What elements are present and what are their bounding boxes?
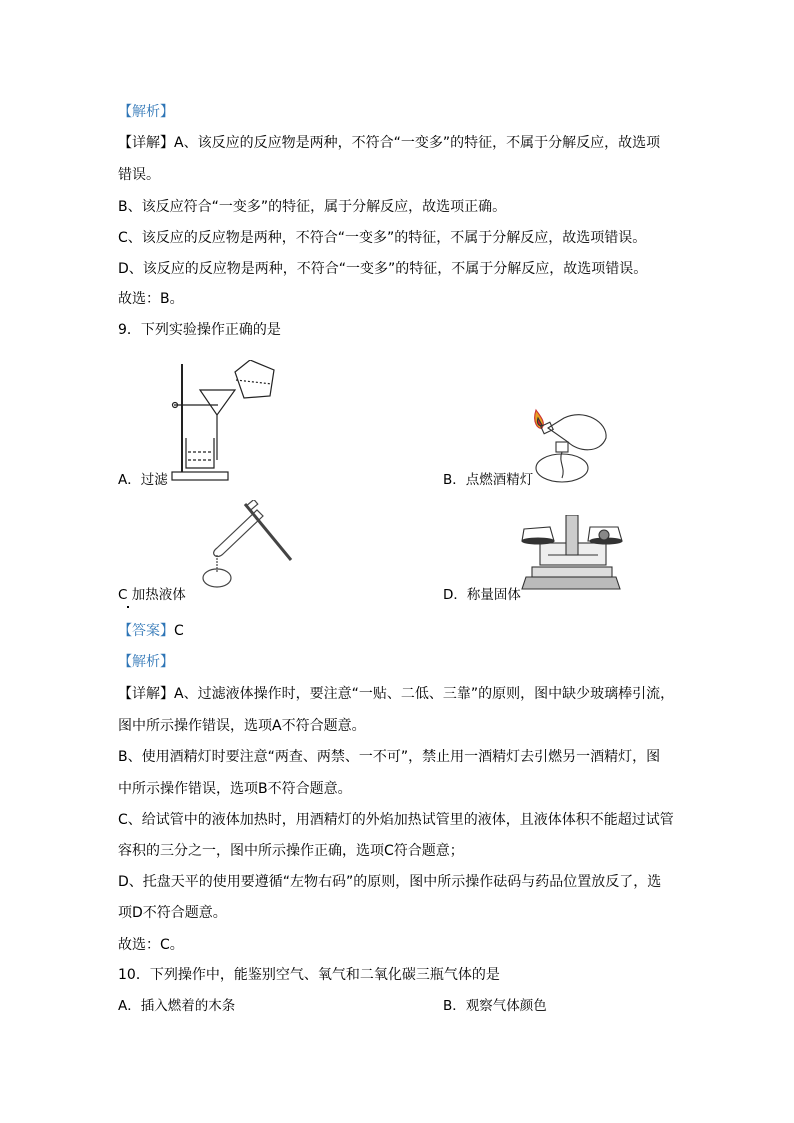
detail-tag: 【详解】	[118, 686, 174, 702]
detail-text: A、过滤液体操作时，要注意“一贴、二低、三靠”的原则，图中缺少玻璃棒引流，	[174, 686, 675, 702]
heating-liquid-figure	[195, 500, 300, 590]
question-9: 9．下列实验操作正确的是	[118, 322, 281, 338]
detail-line: D、该反应的反应物是两种，不符合“一变多”的特征，不属于分解反应，故选项错误。	[118, 261, 648, 277]
detail-line: 容积的三分之一，图中所示操作正确，选项C符合题意；	[118, 843, 464, 859]
stray-dot	[127, 606, 129, 608]
answer-tag: 【答案】	[118, 623, 174, 639]
q10-option-b: B．观察气体颜色	[443, 998, 547, 1014]
q10-option-a: A．插入燃着的木条	[118, 998, 236, 1014]
question-10: 10．下列操作中，能鉴别空气、氧气和二氧化碳三瓶气体的是	[118, 967, 500, 983]
detail-line: B、该反应符合“一变多”的特征，属于分解反应，故选项正确。	[118, 199, 507, 215]
answer-value: C	[174, 623, 184, 639]
detail-line	[118, 685, 674, 703]
analysis-heading: 【解析】	[118, 654, 174, 670]
detail-text: A、该反应的反应物是两种，不符合“一变多”的特征，不属于分解反应，故选项	[174, 135, 661, 151]
alcohol-lamp-figure	[528, 398, 618, 488]
detail-line	[118, 134, 660, 152]
detail-line: 图中所示操作错误，选项A不符合题意。	[118, 718, 366, 734]
option-b-label: B．点燃酒精灯	[443, 472, 534, 488]
option-a-label: A．过滤	[118, 472, 168, 488]
detail-line: 错误。	[118, 167, 160, 183]
detail-line: C、该反应的反应物是两种，不符合“一变多”的特征，不属于分解反应，故选项错误。	[118, 230, 647, 246]
detail-line: 中所示操作错误，选项B不符合题意。	[118, 781, 352, 797]
balance-figure	[520, 515, 625, 595]
conclusion-line: 故选：C。	[118, 937, 184, 953]
filtration-figure	[170, 360, 280, 482]
detail-line: D、托盘天平的使用要遵循“左物右码”的原则，图中所示操作砝码与药品位置放反了，选	[118, 874, 662, 890]
detail-tag: 【详解】	[118, 135, 174, 151]
detail-line: B、使用酒精灯时要注意“两查、两禁、一不可”，禁止用一酒精灯去引燃另一酒精灯，图	[118, 749, 661, 765]
option-c-label: C 加热液体	[118, 587, 186, 603]
option-d-label: D．称量固体	[443, 587, 521, 603]
conclusion-line: 故选：B。	[118, 291, 184, 307]
analysis-heading: 【解析】	[118, 104, 174, 120]
answer-line	[118, 622, 184, 640]
detail-line: C、给试管中的液体加热时，用酒精灯的外焰加热试管里的液体，且液体体积不能超过试管	[118, 812, 674, 828]
detail-line: 项D不符合题意。	[118, 905, 227, 921]
